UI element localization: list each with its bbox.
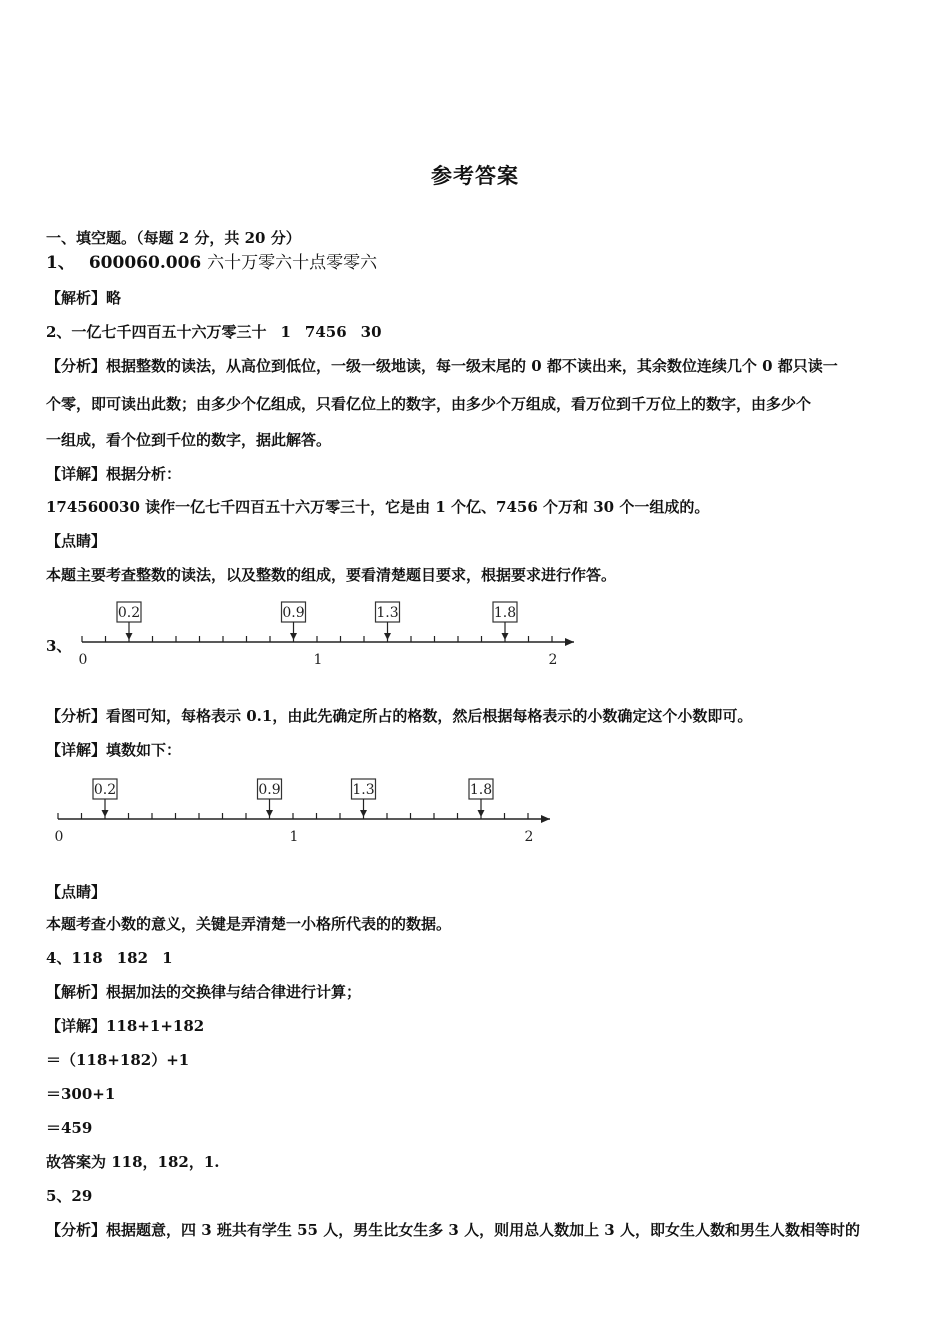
q2-point-heading: 【点睛】	[46, 532, 107, 550]
q1-number: 1、	[46, 253, 75, 273]
q2-analysis-1: 【分析】根据整数的读法，从高位到低位，一级一级地读，每一级末尾的 0 都不读出来，其余数位连续几个 0 都只读一	[46, 357, 838, 375]
nl-question-mark-label: 1.3	[376, 605, 399, 621]
q2-answer-a: 1	[280, 323, 291, 341]
nl-question-mark-arrow	[126, 633, 133, 640]
q4-answer: 故答案为 118，182，1.	[46, 1153, 220, 1171]
nl-question-mark-label: 0.2	[117, 605, 141, 621]
q4-step-1: ＝（118+182）+1	[46, 1051, 190, 1069]
q2-detail-text: 174560030 读作一亿七千四百五十六万零三十，它是由 1 个亿、7456 个万和 30 个一组成的。	[46, 498, 710, 516]
q4-step-3: ＝459	[46, 1119, 93, 1137]
nl-answer-mark-arrow	[102, 810, 109, 817]
q4-answer-c: 1	[162, 949, 173, 967]
nl-answer-mark-arrow	[360, 810, 367, 817]
nl-question-mark-label: 0.9	[282, 605, 305, 621]
nl-answer-mark-arrow	[478, 810, 485, 817]
q2-point-text: 本题主要考查整数的读法，以及整数的组成，要看清楚题目要求，根据要求进行作答。	[46, 566, 617, 584]
q3-point-heading: 【点睛】	[46, 883, 107, 901]
nl-question-mark-label: 1.8	[493, 605, 517, 621]
q2-answer-b: 7456	[304, 323, 347, 341]
q2-answer-c: 30	[360, 323, 382, 341]
q1-answer: 600060.006	[88, 253, 202, 273]
nl-question-axis-label: 2	[548, 652, 558, 668]
nl-answer-mark-arrow	[266, 810, 273, 817]
nl-answer-mark-label: 0.2	[93, 782, 117, 798]
q1-line	[46, 253, 916, 273]
nl-answer-axis-label: 0	[54, 829, 64, 845]
q4-answer-b: 182	[116, 949, 149, 967]
nl-answer-mark-label: 0.9	[258, 782, 281, 798]
nl-answer-axis-arrow	[541, 815, 550, 823]
nl-question-mark-arrow	[290, 633, 297, 640]
q3-analysis: 【分析】看图可知，每格表示 0.1，由此先确定所占的格数，然后根据每格表示的小数确定这个小数即可。	[46, 707, 753, 725]
nl-question-axis-arrow	[565, 638, 574, 646]
q4-head: 4、118	[46, 949, 103, 967]
nl-question-axis-label: 0	[78, 652, 88, 668]
nl-question-mark-arrow	[384, 633, 391, 640]
q3-number: 3、	[46, 637, 72, 655]
q2-line	[46, 322, 916, 342]
q3-detail: 【详解】填数如下：	[46, 741, 182, 759]
number-line-answer	[54, 775, 564, 853]
q2-detail-heading: 【详解】根据分析：	[46, 465, 182, 483]
q3-point-text: 本题考查小数的意义，关键是弄清楚一小格所代表的的数据。	[46, 915, 452, 933]
nl-question-mark-arrow	[502, 633, 509, 640]
q5-line: 5、29	[46, 1187, 93, 1205]
q4-line	[46, 948, 916, 968]
nl-question-axis-label: 1	[313, 652, 323, 668]
q2-analysis-3: 一组成，看个位到千位的数字，据此解答。	[46, 431, 332, 449]
nl-answer-mark-label: 1.3	[352, 782, 375, 798]
q1-reading: 六十万零六十点零零六	[207, 253, 378, 273]
number-line-question	[78, 598, 588, 676]
q4-step-2: ＝300+1	[46, 1085, 116, 1103]
section-heading: 一、填空题。（每题 2 分，共 20 分）	[46, 229, 301, 247]
q4-analysis: 【解析】根据加法的交换律与结合律进行计算；	[46, 983, 362, 1001]
q2-head: 2、一亿七千四百五十六万零三十	[46, 323, 267, 341]
nl-answer-axis-label: 1	[289, 829, 299, 845]
q4-detail: 【详解】118+1+182	[46, 1017, 205, 1035]
q2-analysis-2: 个零，即可读出此数；由多少个亿组成，只看亿位上的数字，由多少个万组成，看万位到千万位上的数字，由多少个	[46, 395, 812, 413]
nl-answer-axis-label: 2	[524, 829, 534, 845]
page-title: 参考答案	[431, 163, 519, 188]
q5-analysis: 【分析】根据题意，四 3 班共有学生 55 人，男生比女生多 3 人，则用总人数加上 3 人，即女生人数和男生人数相等时的	[46, 1221, 860, 1239]
nl-answer-mark-label: 1.8	[469, 782, 493, 798]
q1-analysis: 【解析】略	[46, 289, 122, 307]
